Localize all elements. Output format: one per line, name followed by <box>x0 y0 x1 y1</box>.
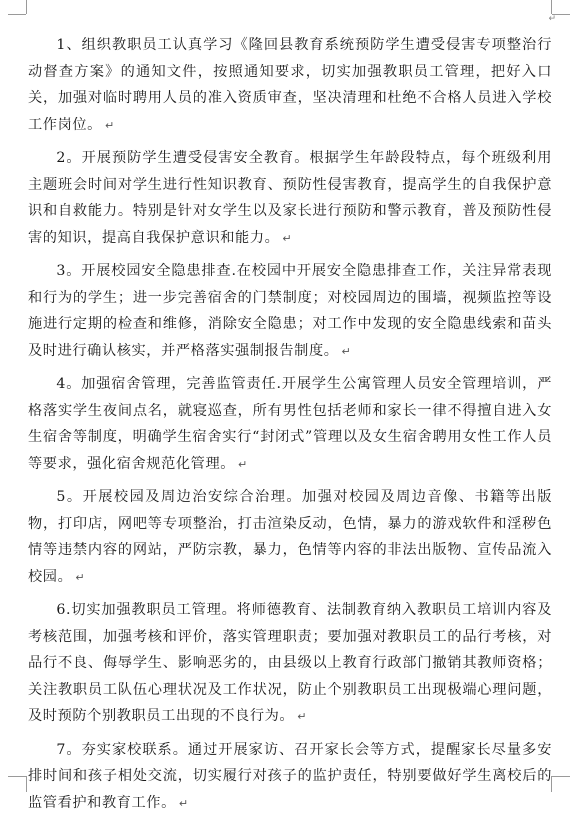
paragraph-text: 2。开展预防学生遭受侵害安全教育。根据学生年龄段特点，每个班级利用主题班会时间对学生进行性知识教育、预防性侵害教育，提高学生的自我保护意识和自救能力。特别是针对女学生以及家长进行预防和警示教育，普及预防性侵害的知识，提高自我保护意识和能力。 <box>28 150 552 246</box>
crop-mark-top-right-vertical <box>551 0 552 14</box>
paragraph-mark-icon: ↵ <box>282 231 293 245</box>
paragraph-mark-icon: ↵ <box>548 14 556 24</box>
paragraph-mark-icon: ↵ <box>75 570 86 584</box>
crop-mark-bottom-left-vertical <box>26 776 27 792</box>
paragraph-2[interactable] <box>28 145 552 252</box>
paragraph-text: 6.切实加强教职员工管理。将师德教育、法制教育纳入教职员工培训内容及考核范围，加强考核和评价，落实管理职责；要加强对教职员工的品行考核，对品行不良、侮辱学生、影响恶劣的，由县级以上教育行政部门撤销其教师资格；关注教职员工队伍心理状况及工作状况，防止个别教职员工出现极端心理问题，及时预防个别教职员工出现的不良行为。 <box>28 602 552 724</box>
paragraph-4[interactable] <box>28 371 552 478</box>
paragraph-mark-icon: ↵ <box>341 344 352 358</box>
paragraph-text: 4。加强宿舍管理，完善监管责任.开展学生公寓管理人员安全管理培训，严格落实学生夜间点名，就寝巡查，所有男性包括老师和家长一律不得擅自进入女生宿舍等制度，明确学生宿舍实行“封闭式”管理以及女生宿舍聘用女性工作人员等要求，强化宿舍规范化管理。 <box>28 376 552 472</box>
document-body[interactable] <box>28 32 552 823</box>
paragraph-text: 3。开展校园安全隐患排查.在校园中开展安全隐患排查工作，关注异常表现和行为的学生；进一步完善宿舍的门禁制度；对校园周边的围墙，视频监控等设施进行定期的检查和维修，消除安全隐患；对工作中发现的安全隐患线索和苗头及时进行确认核实，并严格落实强制报告制度。 <box>28 263 552 359</box>
paragraph-text: 7。夯实家校联系。通过开展家访、召开家长会等方式，提醒家长尽量多安排时间和孩子相处交流，切实履行对孩子的监护责任，特别要做好学生离校后的监管看护和教育工作。 <box>28 741 552 811</box>
paragraph-mark-icon: ↵ <box>238 457 248 471</box>
paragraph-mark-icon: ↵ <box>297 710 308 723</box>
paragraph-6[interactable] <box>28 597 552 731</box>
crop-mark-top-left-vertical <box>26 0 27 14</box>
paragraph-1[interactable] <box>28 32 552 139</box>
paragraph-mark-icon: ↵ <box>178 796 189 810</box>
paragraph-5[interactable] <box>28 484 552 591</box>
crop-mark-top-left-horizontal <box>8 14 26 15</box>
crop-mark-bottom-right-horizontal <box>552 776 570 777</box>
paragraph-text: 1、组织教职员工认真学习《隆回县教育系统预防学生遭受侵害专项整治行动督查方案》的通知文件，按照通知要求，切实加强教职员工管理，把好入口关，加强对临时聘用人员的准入资质审查，坚决清理和杜绝不合格人员进入学校工作岗位。 <box>28 37 552 133</box>
paragraph-3[interactable] <box>28 258 552 365</box>
paragraph-mark-icon: ↵ <box>104 118 115 132</box>
paragraph-7[interactable] <box>28 737 552 818</box>
paragraph-text: 5。开展校园及周边治安综合治理。加强对校园及周边音像、书籍等出版物，打印店，网吧等专项整治，打击渲染反动，色情，暴力的游戏软件和淫秽色情等违禁内容的网站，严防宗教，暴力，色情等内容的非法出版物、宣传品流入校园。 <box>28 489 552 585</box>
crop-mark-bottom-left-horizontal <box>8 776 26 777</box>
